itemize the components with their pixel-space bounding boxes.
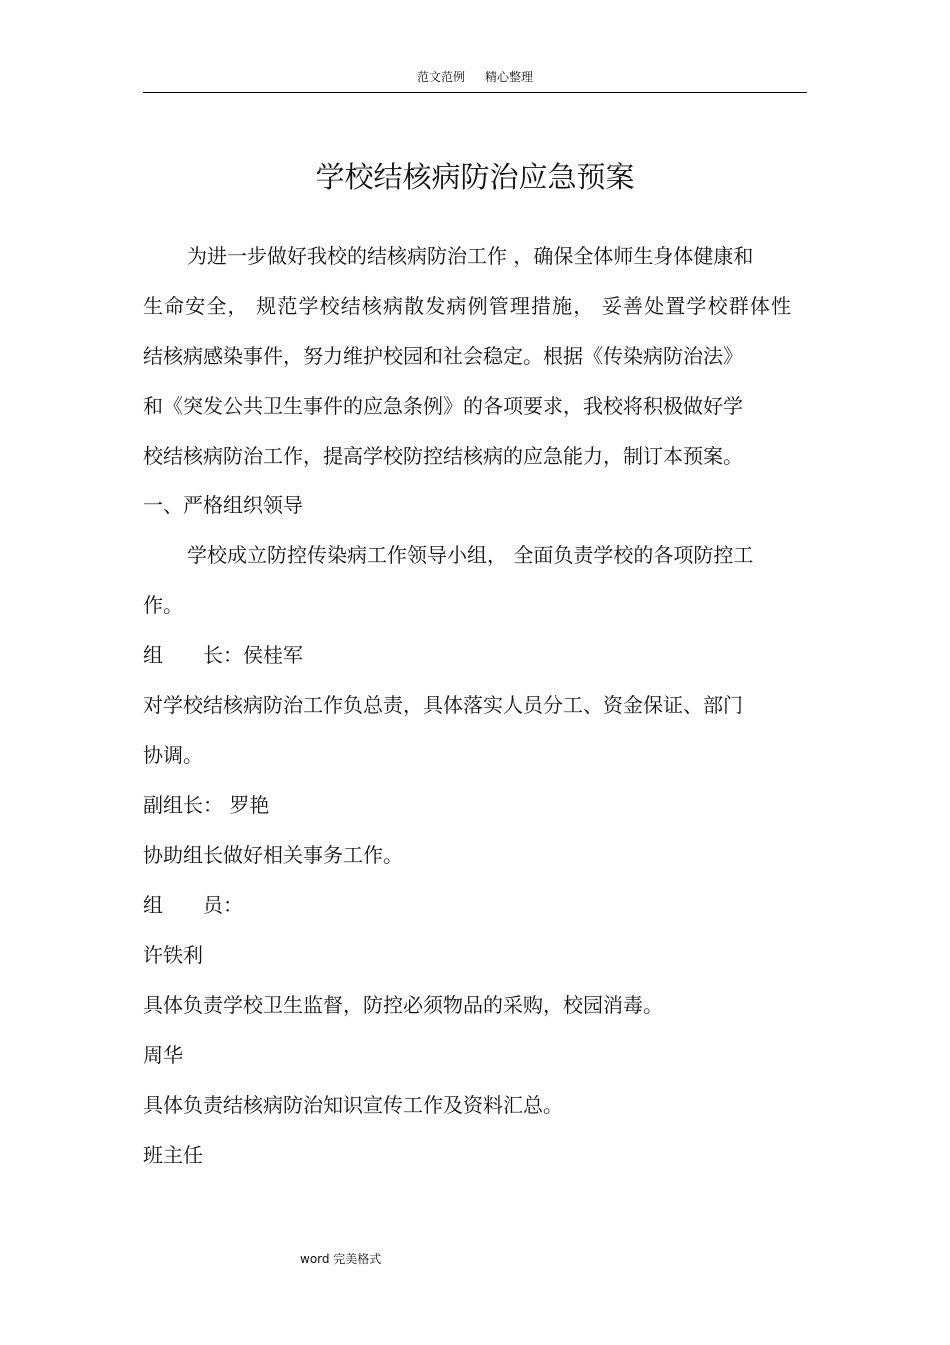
intro-line-2: 生命安全， 规范学校结核病散发病例管理措施， 妥善处置学校群体性	[143, 294, 791, 318]
leader-duty-line-1: 对学校结核病防治工作负总责，具体落实人员分工、资金保证、部门	[143, 693, 743, 717]
deputy-duty-line: 协助组长做好相关事务工作。	[143, 843, 403, 867]
section1-line-2: 作。	[143, 593, 183, 617]
page-footer: word 完美格式	[300, 1252, 382, 1266]
member-1-duty: 具体负责学校卫生监督，防控必须物品的采购，校园消毒。	[143, 993, 663, 1017]
deputy-line: 副组长： 罗艳	[143, 793, 270, 817]
leader-duty-line-2: 协调。	[143, 743, 203, 767]
member-2-name: 周华	[143, 1043, 183, 1067]
member-2-duty: 具体负责结核病防治知识宣传工作及资料汇总。	[143, 1093, 563, 1117]
intro-line-5: 校结核病防治工作，提高学校防控结核病的应急能力，制订本预案。	[143, 444, 743, 468]
header-left-text: 范文范例	[416, 70, 465, 84]
leader-line: 组 长：侯桂军	[143, 643, 303, 667]
intro-line-4: 和《突发公共卫生事件的应急条例》的各项要求，我校将积极做好学	[143, 394, 743, 418]
page-header	[143, 68, 807, 93]
member-1-name: 许铁利	[143, 943, 203, 967]
section1-line-1: 学校成立防控传染病工作领导小组， 全面负责学校的各项防控工	[187, 543, 754, 567]
members-label: 组 员：	[143, 893, 243, 917]
intro-line-3: 结核病感染事件，努力维护校园和社会稳定。根据《传染病防治法》	[143, 344, 743, 368]
section-heading-1: 一、严格组织领导	[143, 493, 303, 517]
header-right-text: 精心整理	[485, 70, 534, 84]
intro-line-1: 为进一步做好我校的结核病防治工作 ，确保全体师生身体健康和	[187, 244, 754, 268]
member-3-name: 班主任	[143, 1143, 203, 1167]
document-title: 学校结核病防治应急预案	[315, 160, 635, 194]
